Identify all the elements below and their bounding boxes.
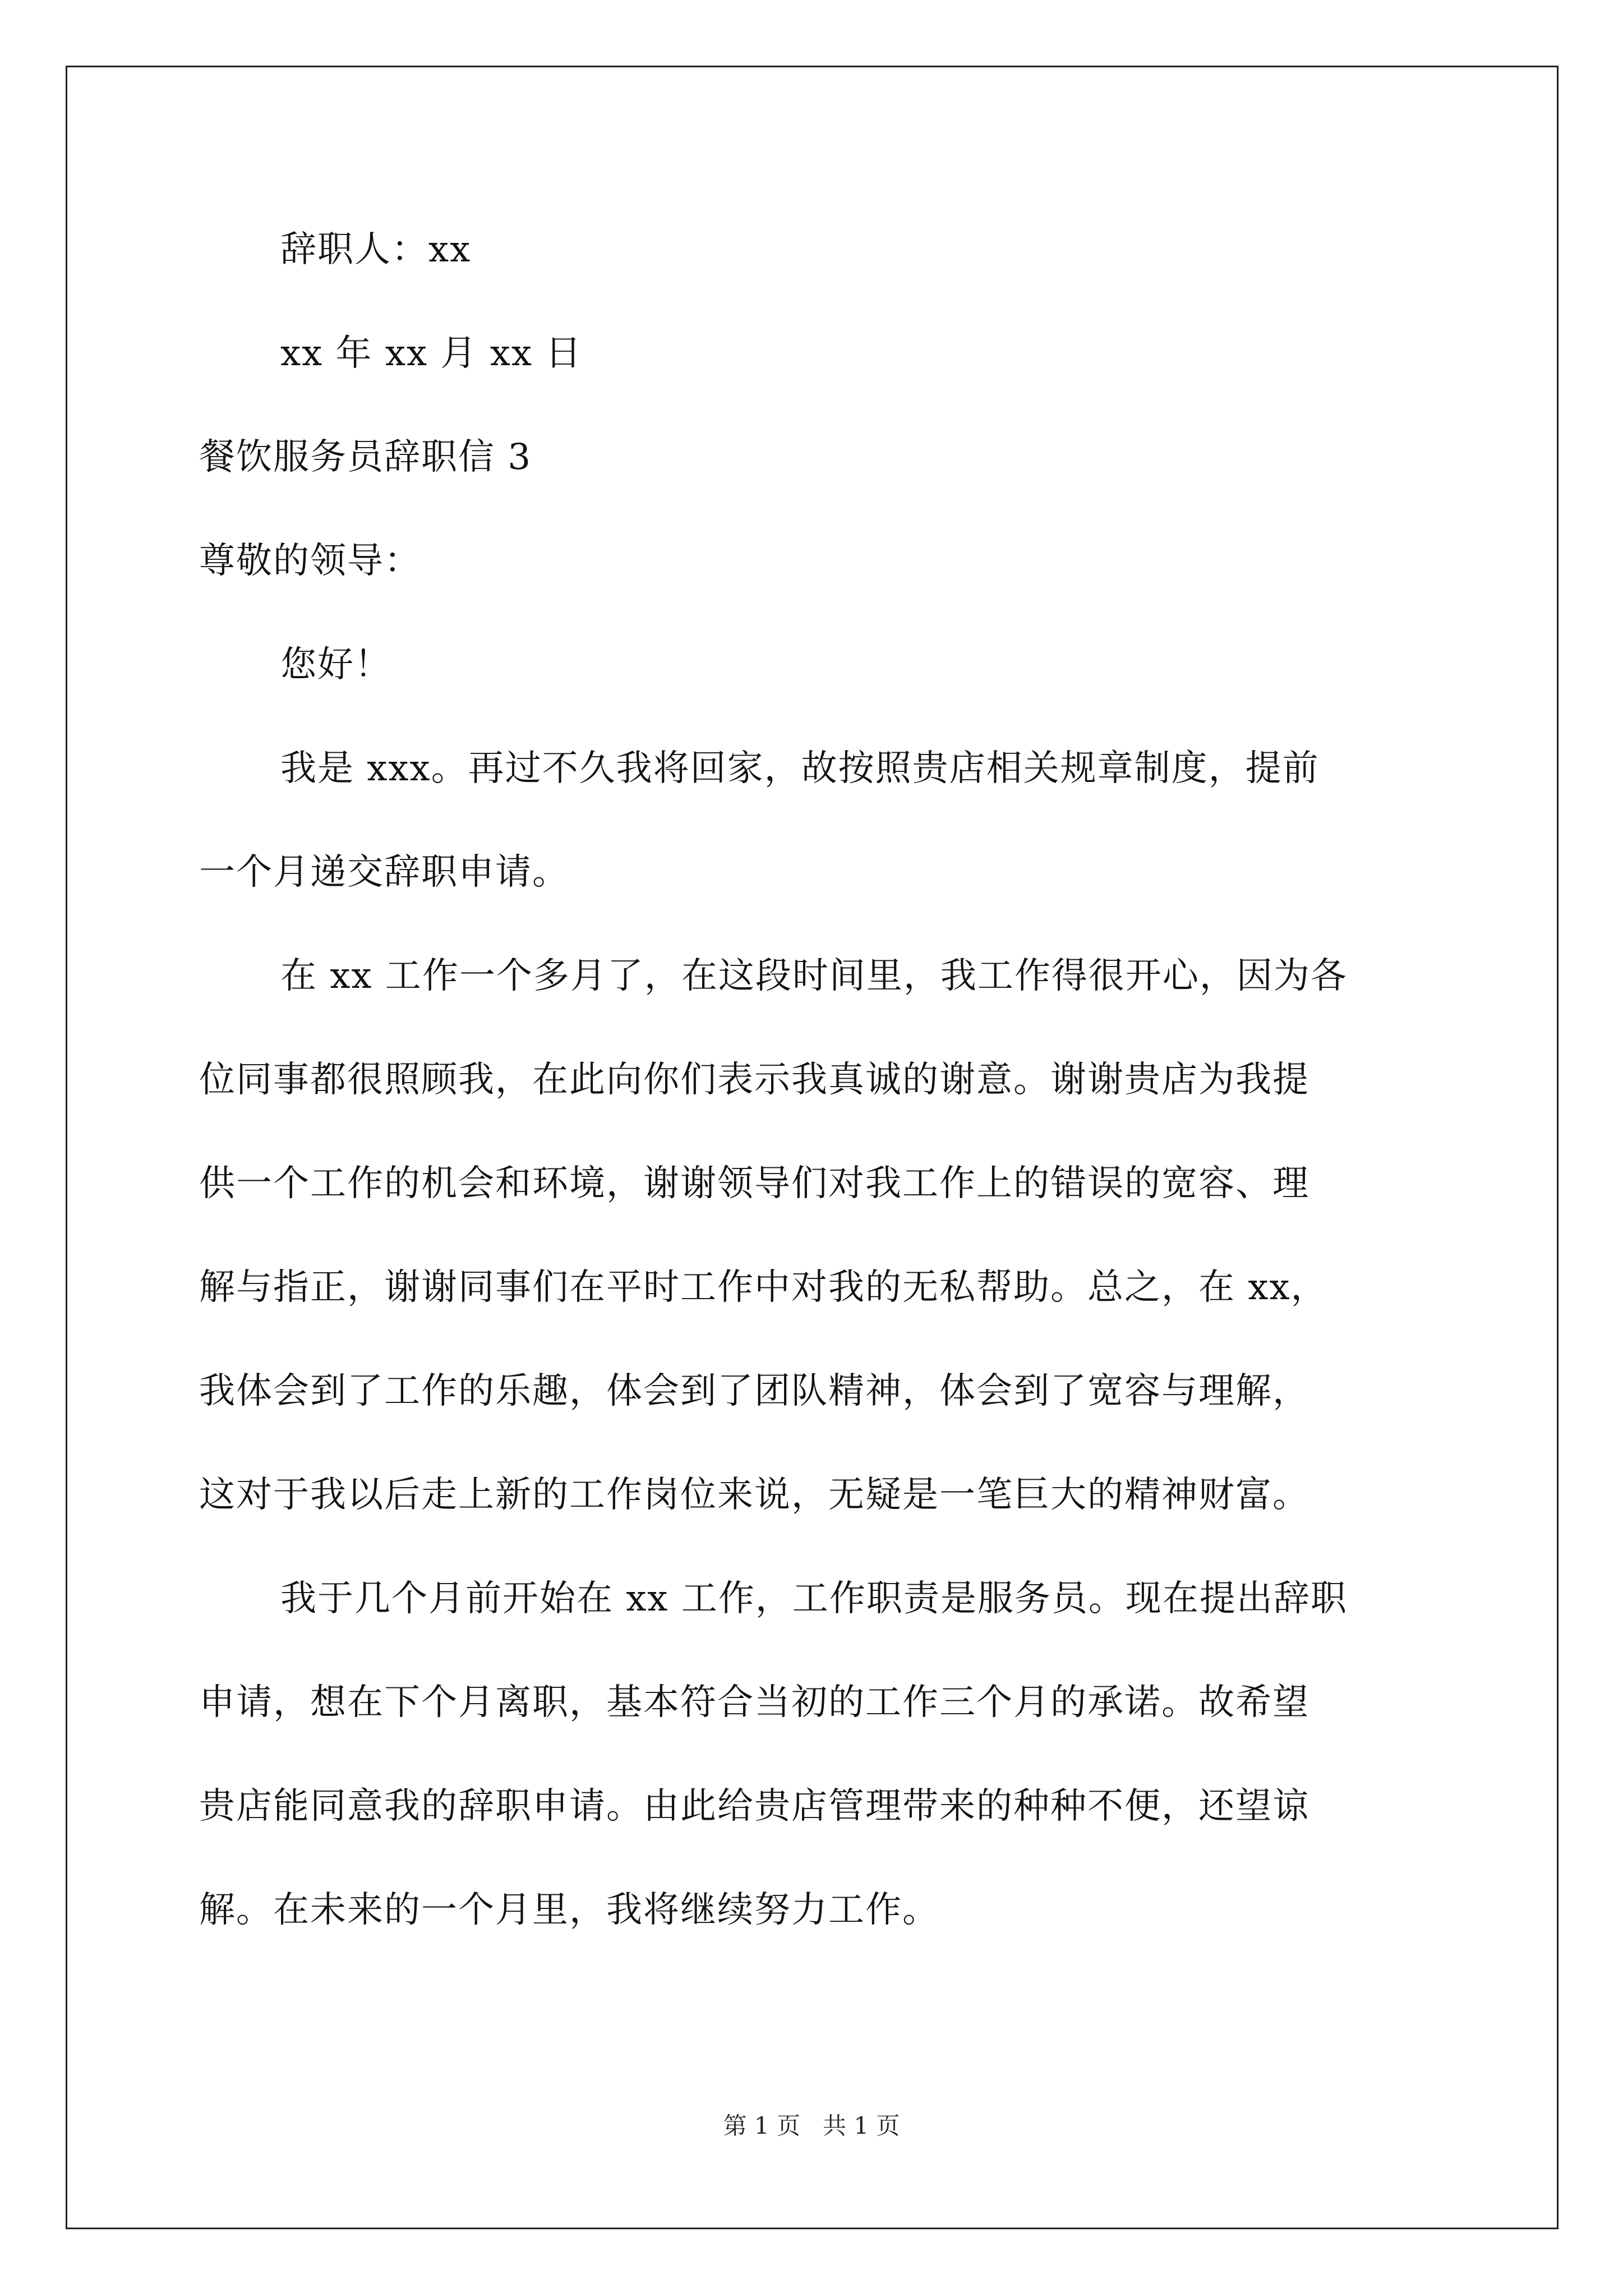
- paragraph-1-line-2: 一个月递交辞职申请。: [199, 852, 569, 893]
- letter-title: 餐饮服务员辞职信 3: [199, 436, 532, 478]
- paragraph-2-line-6: 这对于我以后走上新的工作岗位来说，无疑是一笔巨大的精神财富。: [199, 1474, 1310, 1516]
- paragraph-2-line-3: 供一个工作的机会和环境，谢谢领导们对我工作上的错误的宽容、理: [199, 1163, 1310, 1204]
- paragraph-3-line-1: 我于几个月前开始在 xx 工作，工作职责是服务员。现在提出辞职: [280, 1578, 1348, 1619]
- paragraph-3-line-3: 贵店能同意我的辞职申请。由此给贵店管理带来的种种不便，还望谅: [199, 1786, 1310, 1827]
- page-number: 第 1 页: [723, 2112, 800, 2139]
- paragraph-2-line-5: 我体会到了工作的乐趣，体会到了团队精神，体会到了宽容与理解，: [199, 1370, 1310, 1412]
- paragraph-3-line-2: 申请，想在下个月离职，基本符合当初的工作三个月的承诺。故希望: [199, 1682, 1310, 1723]
- page-footer: [0, 2109, 1623, 2143]
- salutation: 尊敬的领导：: [199, 540, 421, 582]
- paragraph-1-line-1: 我是 xxx。再过不久我将回家，故按照贵店相关规章制度，提前: [280, 748, 1320, 789]
- paragraph-2-line-2: 位同事都很照顾我，在此向你们表示我真诚的谢意。谢谢贵店为我提: [199, 1059, 1310, 1101]
- paragraph-2-line-1: 在 xx 工作一个多月了，在这段时间里，我工作得很开心，因为各: [280, 955, 1348, 997]
- greeting: 您好！: [280, 644, 391, 685]
- paragraph-2-line-4: 解与指正，谢谢同事们在平时工作中对我的无私帮助。总之，在 xx，: [199, 1267, 1328, 1308]
- paragraph-3-line-4: 解。在未来的一个月里，我将继续努力工作。: [199, 1889, 939, 1931]
- resigner-line: 辞职人：xx: [280, 229, 472, 270]
- page-total: 共 1 页: [823, 2112, 900, 2139]
- date-line: xx 年 xx 月 xx 日: [280, 333, 583, 374]
